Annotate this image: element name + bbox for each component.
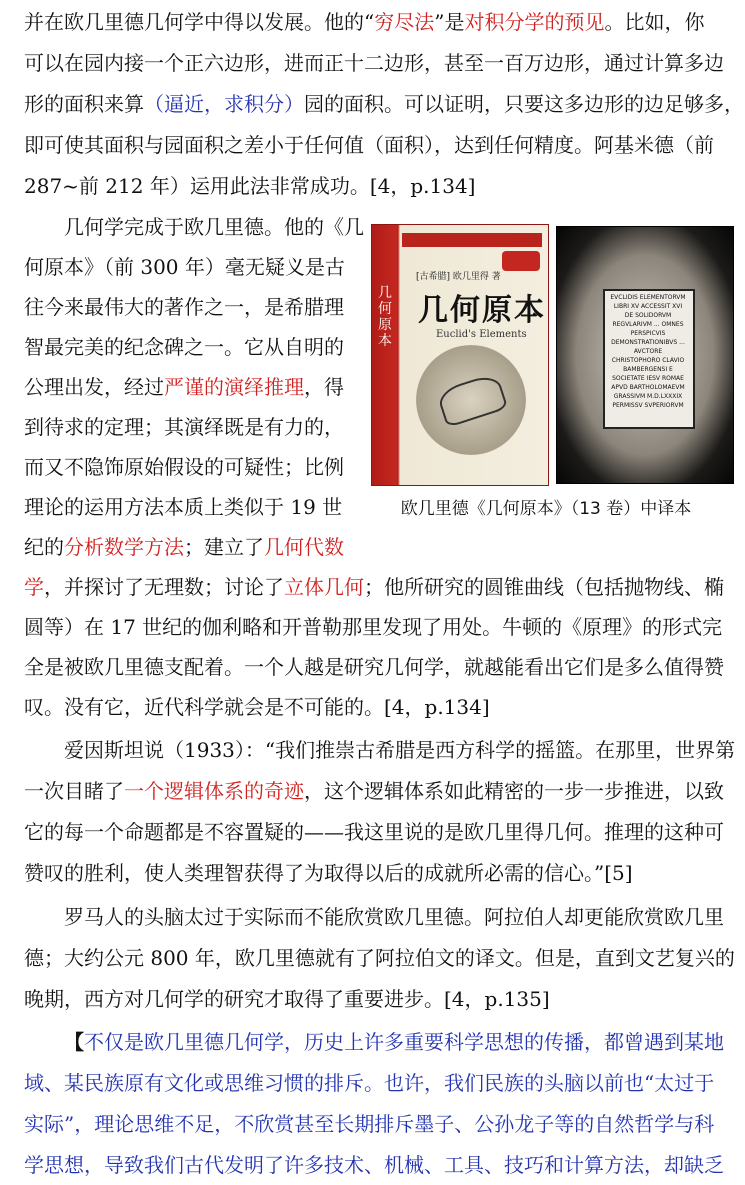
text: ，并探讨了无理数；讨论了: [44, 575, 284, 599]
cover-badge: [502, 251, 540, 271]
book-figure: [371, 224, 721, 524]
text: ，这个逻辑体系如此精密的一步一步推进，以致: [304, 779, 724, 803]
p2-line-7: 而又不隐饰原始假设的可疑性；比例: [24, 455, 344, 479]
text: ，得: [304, 375, 344, 399]
text: ；他所研究的圆锥曲线（包括抛物线、椭: [364, 575, 724, 599]
commentary-text: 不仅是欧几里德几何学，历史上许多重要科学思想的传播，都曾遇到某地: [84, 1030, 724, 1054]
p2-line-4: 智最完美的纪念碑之一。它从自明的: [24, 335, 344, 359]
highlight-geometric-algebra-end: 学: [24, 575, 44, 599]
text: 园的面积。可以证明，只要这多边形的边足够多，: [304, 92, 744, 116]
title-page-engraving-image: [556, 226, 734, 484]
drawing-hands-illustration: [416, 345, 526, 455]
p2-line-3: 往今来最伟大的著作之一，是希腊理: [24, 295, 344, 319]
text: 纪的: [24, 535, 64, 559]
highlight-geometric-algebra: 几何代数: [264, 535, 344, 559]
p5-line-2: 域、某民族原有文化或思维习惯的排斥。也许，我们民族的头脑以前也“太过于: [24, 1071, 715, 1095]
p1-line-3: [24, 84, 744, 124]
p5-line-3: 实际”，理论思维不足，不欣赏甚至长期排斥墨子、公孙龙子等的自然哲学与科: [24, 1112, 715, 1136]
p2-line-10: [24, 567, 724, 607]
p3-line-4: 赞叹的胜利，使人类理智获得了为取得以后的成就所必需的信心。”[5]: [24, 861, 633, 885]
p3-line-2: [24, 771, 724, 811]
text: 并在欧几里德几何学中得以发展。他的“: [24, 10, 375, 34]
p2-line-13: 叹。没有它，近代科学就会是不可能的。[4，p.134]: [24, 695, 490, 719]
p5-line-1: [64, 1022, 745, 1062]
text: 形的面积来算: [24, 92, 144, 116]
book-author: [古希腊] 欧几里得 著: [416, 272, 501, 282]
p1-line-2: 可以在园内接一个正六边形，进而正十二边形，甚至一百万边形，通过计算多边: [24, 51, 724, 75]
text: 。比如，你: [604, 10, 705, 34]
p1-line-1: [24, 2, 724, 42]
p2-line-2: 何原本》（前 300 年）毫无疑义是古: [24, 255, 345, 279]
p4-line-3: 晚期，西方对几何学的研究才取得了重要进步。[4，p.135]: [24, 987, 550, 1011]
book-spine-title: 几何原本: [378, 285, 392, 349]
p1-line-5: 287~前 212 年）运用此法非常成功。[4，p.134]: [24, 174, 476, 198]
p2-line-5: [24, 367, 354, 407]
p2-line-6: 到待求的定理；其演绎既是有力的，: [24, 415, 344, 439]
p1-line-4: 即可使其面积与园面积之差小于任何值（面积），达到任何精度。阿基米德（前: [24, 133, 714, 157]
cover-top-band: [402, 233, 542, 247]
highlight-logical-system: 一个逻辑体系的奇迹: [124, 779, 304, 803]
p3-line-1: 爱因斯坦说（1933）：“我们推崇古希腊是西方科学的摇篮。在那里，世界第: [64, 738, 736, 762]
p2-line-8: 理论的运用方法本质上类似于 19 世: [24, 495, 343, 519]
engraving-latin-text: EVCLIDIS ELEMENTORVM LIBRI XV ACCESSIT XVI DE SOLIDORVM REGVLARIVM ... OMNES PERSPICVIS DEMONSTRATIONIBVS ... AVCTORE CHRISTOPHORO CLAVIO BAMBERGENSI E SOCIETATE IESV ROMAE APVD BARTHOLOMAEVM GRASSIVM M.D.LXXXIX PERMISSV SVPERIORVM: [610, 294, 686, 409]
p3-line-3: 它的每一个命题都是不容置疑的——我这里说的是欧几里得几何。推理的这种可: [24, 820, 724, 844]
p2-line-11: 圆等）在 17 世纪的伽利略和开普勒那里发现了用处。牛顿的《原理》的形式完: [24, 615, 723, 639]
highlight-analytic-math: 分析数学方法: [64, 535, 184, 559]
p2-line-9: [24, 527, 354, 567]
text: 公理出发，经过: [24, 375, 164, 399]
p4-line-2: 德；大约公元 800 年，欧几里德就有了阿拉伯文的译文。但是，直到文艺复兴的: [24, 946, 735, 970]
open-bracket: 【: [64, 1030, 84, 1054]
highlight-deductive-reasoning: 严谨的演绎推理: [164, 375, 304, 399]
p5-line-4: 学思想，导致我们古代发明了许多技术、机械、工具、技巧和计算方法，却缺乏: [24, 1153, 724, 1177]
text: 一次目睹了: [24, 779, 124, 803]
text: ”是: [434, 10, 465, 34]
book-cover-image: [371, 224, 549, 486]
figure-caption: 欧几里德《几何原本》（13 卷）中译本: [400, 499, 692, 519]
book-cover-title: 几何原本: [418, 293, 546, 328]
highlight-exhaustion-method: 穷尽法: [374, 10, 435, 34]
highlight-calculus-foresight: 对积分学的预见: [464, 10, 605, 34]
p4-line-1: 罗马人的头脑太过于实际而不能欣赏欧几里德。阿拉伯人却更能欣赏欧几里: [64, 905, 724, 929]
p2-line-1: 几何学完成于欧几里德。他的《几: [64, 215, 364, 239]
book-cover-subtitle: Euclid's Elements: [436, 329, 527, 340]
highlight-approximation: （逼近，求积分）: [144, 92, 304, 116]
text: ；建立了: [184, 535, 264, 559]
p2-line-12: 全是被欧几里德支配着。一个人越是研究几何学，就越能看出它们是多么值得赞: [24, 655, 724, 679]
highlight-solid-geometry: 立体几何: [284, 575, 364, 599]
